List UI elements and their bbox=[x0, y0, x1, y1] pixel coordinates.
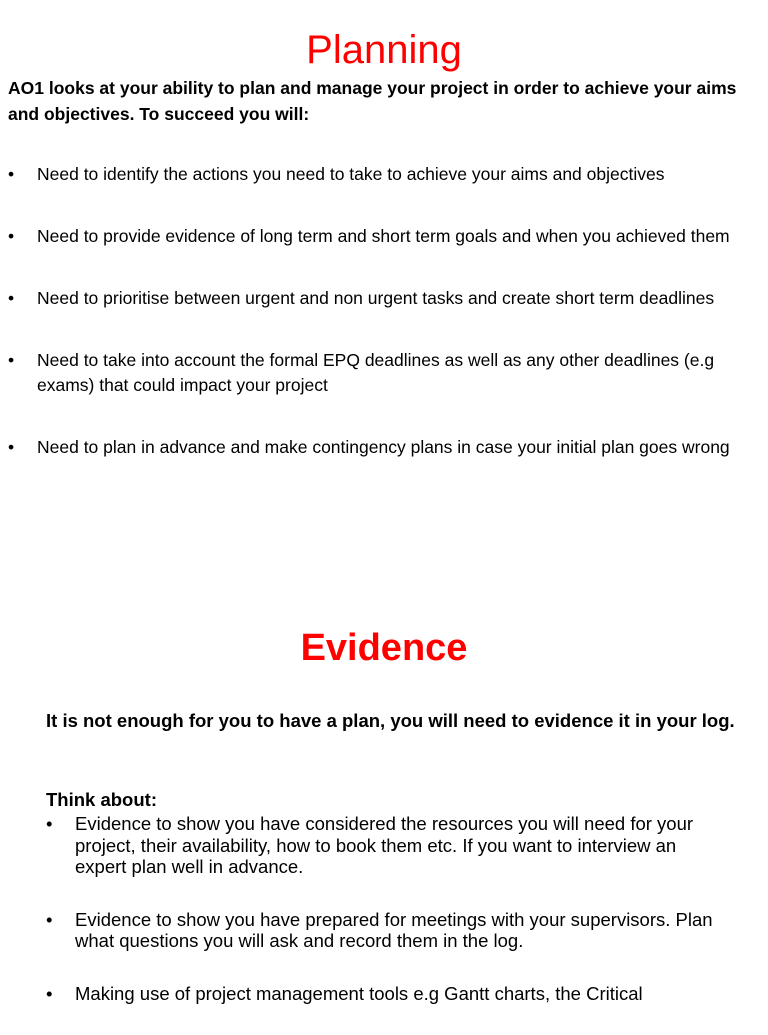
bullet-icon: • bbox=[8, 164, 15, 184]
planning-bullet-list bbox=[8, 162, 760, 497]
planning-title: Planning bbox=[306, 28, 462, 72]
list-item bbox=[8, 224, 760, 249]
list-item bbox=[46, 813, 726, 878]
evidence-slide bbox=[0, 595, 768, 1024]
evidence-lead: It is not enough for you to have a plan, you will need to evidence it in your log. bbox=[46, 710, 735, 731]
list-item bbox=[46, 909, 726, 952]
bullet-text: Need to provide evidence of long term and short term goals and when you achieved them bbox=[37, 226, 730, 246]
bullet-text: Need to identify the actions you need to take to achieve your aims and objectives bbox=[37, 164, 665, 184]
list-item bbox=[8, 162, 760, 187]
list-item bbox=[8, 286, 760, 311]
bullet-icon: • bbox=[8, 226, 15, 246]
bullet-text: Evidence to show you have prepared for meetings with your supervisors. Plan what questions you will ask and record them in the log. bbox=[75, 908, 713, 951]
bullet-icon: • bbox=[8, 350, 15, 370]
bullet-text: Need to plan in advance and make contingency plans in case your initial plan goes wrong bbox=[37, 437, 730, 457]
evidence-title: Evidence bbox=[300, 627, 468, 669]
bullet-icon: • bbox=[8, 437, 15, 457]
evidence-bullet-list bbox=[46, 813, 726, 1035]
think-about-label: Think about: bbox=[46, 789, 157, 810]
list-item bbox=[46, 983, 726, 1005]
bullet-text: Making use of project management tools e.g Gantt charts, the Critical bbox=[75, 982, 643, 1004]
list-item bbox=[8, 348, 760, 398]
bullet-icon: • bbox=[46, 813, 53, 834]
planning-intro: AO1 looks at your ability to plan and manage your project in order to achieve your aims and objectives. To succeed you will: bbox=[8, 78, 737, 124]
bullet-icon: • bbox=[46, 982, 53, 1004]
bullet-text: Evidence to show you have considered the resources you will need for your project, their availability, how to book them etc. If you want to interview an expert plan well in advance. bbox=[75, 813, 694, 877]
bullet-text: Need to take into account the formal EPQ deadlines as well as any other deadlines (e.g exams) that could impact your project bbox=[37, 350, 715, 395]
list-item bbox=[8, 435, 760, 460]
bullet-icon: • bbox=[46, 908, 53, 930]
bullet-text: Need to prioritise between urgent and non urgent tasks and create short term deadlines bbox=[37, 288, 715, 308]
bullet-icon: • bbox=[8, 288, 15, 308]
